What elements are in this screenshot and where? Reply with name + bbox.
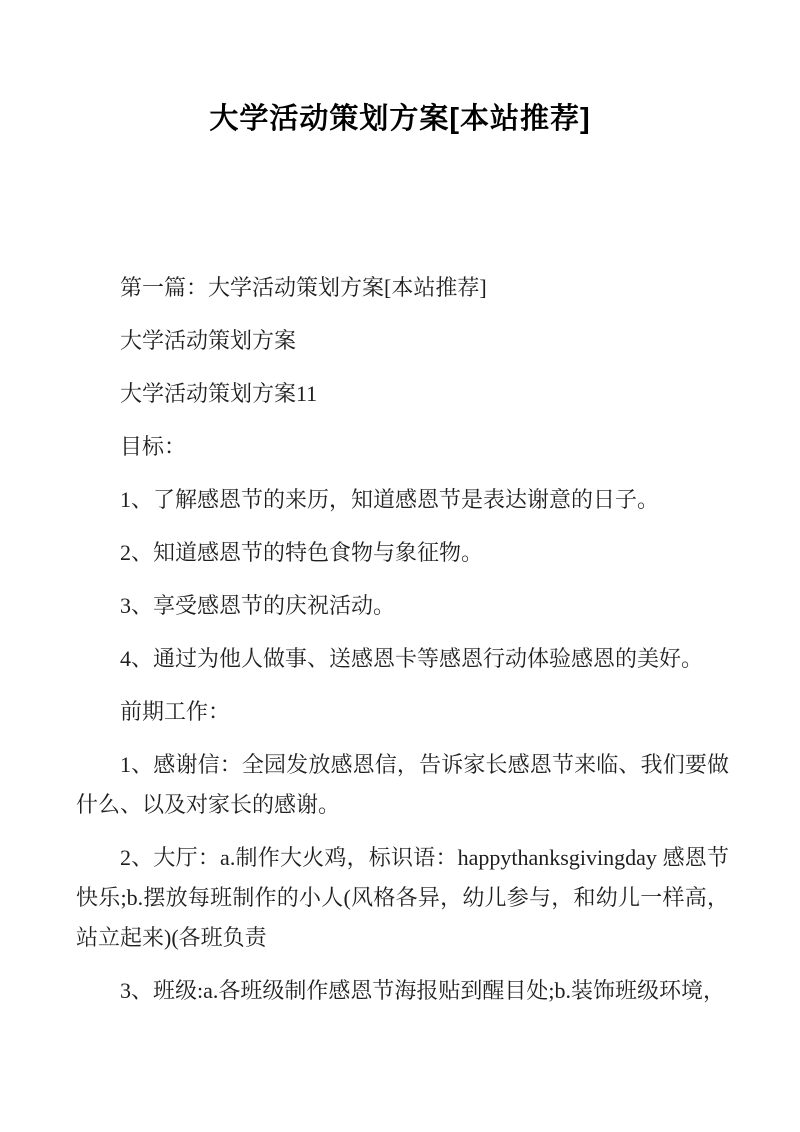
paragraph-goal-2: 2、知道感恩节的特色食物与象征物。: [120, 540, 484, 565]
paragraph-first-title: 第一篇：大学活动策划方案[本站推荐]: [120, 275, 487, 300]
document-title: 大学活动策划方案[本站推荐]: [209, 103, 591, 135]
paragraph-subtitle-11: 大学活动策划方案11: [120, 381, 318, 406]
paragraph-subtitle: 大学活动策划方案: [120, 328, 297, 353]
document-body: [0, 268, 800, 1011]
paragraph-prep-1: 1、感谢信：全园发放感恩信，告诉家长感恩节来临、我们要做什么、以及对家长的感谢。: [76, 752, 729, 817]
paragraph-goal-1: 1、了解感恩节的来历，知道感恩节是表达谢意的日子。: [120, 487, 660, 512]
paragraph-prep-heading: 前期工作：: [120, 699, 231, 724]
paragraph-goal-3: 3、享受感恩节的庆祝活动。: [120, 593, 396, 618]
paragraph-prep-2: 2、大厅：a.制作大火鸡，标识语：happythanksgivingday 感恩节快乐;b.摆放每班制作的小人(风格各异，幼儿参与，和幼儿一样高，站立起来)(各班负责: [76, 845, 729, 950]
paragraph-goal-4: 4、通过为他人做事、送感恩卡等感恩行动体验感恩的美好。: [120, 646, 704, 671]
paragraph-prep-3: 3、班级:a.各班级制作感恩节海报贴到醒目处;b.装饰班级环境，: [120, 978, 725, 1003]
paragraph-goals-heading: 目标：: [120, 434, 187, 459]
